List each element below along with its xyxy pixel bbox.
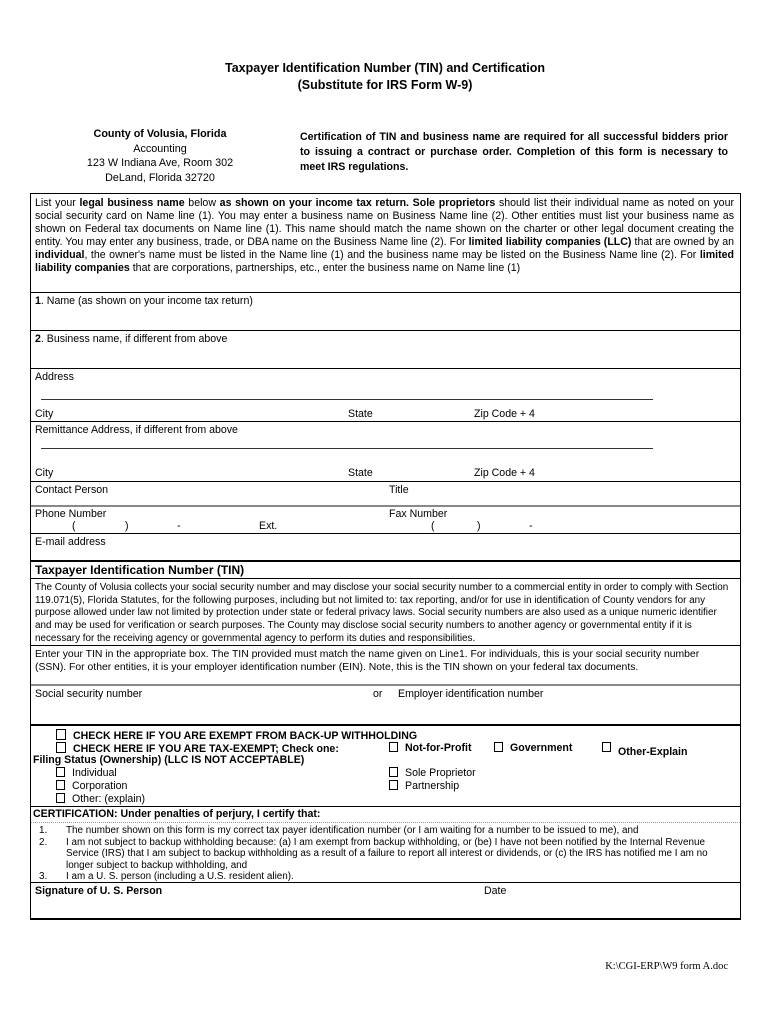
email-input-area[interactable] bbox=[131, 534, 731, 559]
address-row bbox=[31, 368, 740, 421]
certification-header: CERTIFICATION: Under penalties of perjury, I certify that: bbox=[31, 806, 740, 822]
business-name-label: 2. Business name, if different from above bbox=[35, 333, 228, 345]
ein-label: Employer identification number bbox=[398, 688, 544, 700]
agency-city: DeLand, Florida 32720 bbox=[105, 171, 215, 184]
certification-item: 1. The number shown on this form is my correct tax payer identification number (or I am waiting for a number to be issued to me), and bbox=[39, 825, 639, 836]
certification-item-number: 3. bbox=[39, 871, 48, 883]
page-title-line2: (Substitute for IRS Form W-9) bbox=[297, 78, 473, 92]
tin-disclosure: The County of Volusia collects your social security number and may disclose your social security number to a commercial entity in order to comply with Section 119.071(5), Florida Statutes, for the following purposes, including but not limited to: tax reporting, and/or for use in identification of County vendors for any purpose allowed under law not limited by protection under state or federal privacy laws. Social security numbers are also used as a unique numeric identifier and may be used for verification or search purposes. The County may disclose social security numbers to another agency or governmental entity if it is necessary for the receiving agency or governmental agency to perform its duties and responsibilities. bbox=[31, 578, 740, 645]
certification-item: 2. I am not subject to backup withholding because: (a) I am exempt from backup withholding, or (be) I have not been notified by the Internal Revenue Service (IRS) that I am subject to backup withholding as a result of a failure to report all interest or dividends, or (c) the IRS has notified me I am no longer subject to backup withholding, and bbox=[39, 836, 708, 871]
business-name-row bbox=[31, 330, 740, 368]
exempt-withholding-checkbox[interactable] bbox=[56, 729, 66, 740]
phone-paren-open: ( bbox=[72, 520, 76, 532]
ext-label: Ext. bbox=[259, 520, 278, 532]
ein-input-area[interactable] bbox=[398, 702, 698, 722]
corporation-option: Corporation bbox=[56, 780, 127, 792]
ssn-label: Social security number bbox=[35, 688, 143, 700]
signature-row bbox=[31, 882, 740, 920]
phone-label: Phone Number bbox=[35, 508, 107, 520]
date-label: Date bbox=[484, 885, 507, 897]
email-row bbox=[31, 533, 740, 560]
partnership-checkbox[interactable] bbox=[389, 780, 398, 790]
fax-paren-close: ) bbox=[477, 520, 481, 532]
remittance-label: Remittance Address, if different from above bbox=[35, 424, 238, 436]
fax-dash: - bbox=[529, 520, 533, 532]
tin-instructions: Enter your TIN in the appropriate box. The TIN provided must match the name given on Line1. For individuals, this is your social security number (SSN). For other entities, it is your employer identification number (EIN). Note, this is the TIN shown on your federal tax documents. bbox=[31, 645, 740, 684]
other-option: Other: (explain) bbox=[56, 793, 145, 805]
page-title bbox=[0, 60, 770, 94]
w9-form bbox=[30, 193, 741, 920]
contact-label: Contact Person bbox=[35, 484, 109, 496]
not-for-profit-option: Not-for-Profit bbox=[389, 742, 472, 754]
remittance-city-label: City bbox=[35, 467, 54, 479]
address-input-line[interactable] bbox=[41, 399, 653, 400]
name-label: 1. Name (as shown on your income tax return) bbox=[35, 295, 253, 307]
agency-name: County of Volusia, Florida bbox=[93, 128, 227, 140]
phone-dash: - bbox=[177, 520, 181, 532]
phone-paren-close: ) bbox=[125, 520, 129, 532]
city-label: City bbox=[35, 408, 54, 420]
government-option: Government bbox=[494, 742, 572, 754]
agency-address: 123 W Indiana Ave, Room 302 bbox=[86, 157, 234, 170]
remittance-input-line[interactable] bbox=[41, 448, 653, 449]
name-input-area[interactable] bbox=[31, 309, 740, 329]
document-path: K:\CGI-ERP\W9 form A.doc bbox=[605, 961, 728, 972]
phone-fax-row bbox=[31, 505, 740, 533]
name-number: 1 bbox=[35, 295, 41, 307]
ssn-input-area[interactable] bbox=[35, 702, 335, 722]
tax-exempt-line: CHECK HERE IF YOU ARE TAX-EXEMPT; Check one: bbox=[56, 742, 339, 755]
page-title-line1: Taxpayer Identification Number (TIN) and Certification bbox=[225, 61, 545, 75]
exempt-withholding-line: CHECK HERE IF YOU ARE EXEMPT FROM BACK-UP WITHHOLDING bbox=[56, 729, 417, 742]
other-checkbox[interactable] bbox=[56, 793, 65, 803]
title-label: Title bbox=[389, 484, 409, 496]
address-label: Address bbox=[35, 371, 74, 383]
state-label: State bbox=[348, 408, 373, 420]
sole-proprietor-checkbox[interactable] bbox=[389, 767, 398, 777]
individual-checkbox[interactable] bbox=[56, 767, 65, 777]
email-label: E-mail address bbox=[35, 536, 106, 548]
business-name-number: 2 bbox=[35, 333, 41, 345]
partnership-option: Partnership bbox=[389, 780, 459, 792]
corporation-checkbox[interactable] bbox=[56, 780, 65, 790]
certification-notice: Certification of TIN and business name are required for all successful bidders prior to issuing a contract or purchase order. Completion of this form is necessary to meet IRS regulations. bbox=[300, 131, 728, 173]
certification-item-number: 2. bbox=[39, 836, 48, 848]
remittance-state-label: State bbox=[348, 467, 373, 479]
signature-label: Signature of U. S. Person bbox=[35, 885, 163, 897]
sole-proprietor-option: Sole Proprietor bbox=[389, 767, 476, 779]
contact-row bbox=[31, 481, 740, 505]
certification-item-number: 1. bbox=[39, 825, 48, 836]
remittance-row bbox=[31, 421, 740, 481]
name-row bbox=[31, 292, 740, 330]
individual-option: Individual bbox=[56, 767, 117, 779]
not-for-profit-checkbox[interactable] bbox=[389, 742, 398, 752]
or-label: or bbox=[373, 688, 383, 700]
fax-paren-open: ( bbox=[431, 520, 435, 532]
business-name-input-area[interactable] bbox=[31, 347, 740, 367]
other-explain-option: Other-Explain bbox=[602, 742, 687, 758]
tax-exempt-checkbox[interactable] bbox=[56, 742, 66, 753]
agency-dept: Accounting bbox=[133, 142, 187, 155]
certification-item: 3. I am a U. S. person (including a U.S. resident alien). bbox=[39, 871, 294, 883]
ssn-ein-row bbox=[31, 684, 740, 724]
agency-block bbox=[55, 127, 265, 185]
fax-label: Fax Number bbox=[389, 508, 448, 520]
withholding-section bbox=[31, 724, 740, 806]
remittance-zip-label: Zip Code + 4 bbox=[474, 467, 535, 479]
signature-input-area[interactable] bbox=[35, 899, 475, 919]
tin-section-header: Taxpayer Identification Number (TIN) bbox=[31, 560, 740, 578]
intro-paragraph: List your legal business name below as shown on your income tax return. Sole proprietors should list their individual name as noted on your social security card on Name line (1). You may enter a business name on Business Name line (2). Other entities must list your business name as shown on Federal tax documents on Name line (1). This name should match the name shown on the charter or other legal document creating the entity. You may enter any business, trade, or DBA name on the Business Name line (2). For limited liability companies (LLC) that are owned by an individual, the owner's name must be listed in the Name line (1) and the business name may be listed on the Business Name line (2). For limited liability companies that are corporations, partnerships, etc., enter the business name on Name line (1) bbox=[35, 197, 734, 275]
other-explain-checkbox[interactable] bbox=[602, 742, 611, 752]
filing-status-header: Filing Status (Ownership) (LLC IS NOT ACCEPTABLE) bbox=[33, 754, 305, 766]
certification-list bbox=[31, 822, 740, 882]
date-input-area[interactable] bbox=[484, 899, 724, 919]
zip-label: Zip Code + 4 bbox=[474, 408, 535, 420]
government-checkbox[interactable] bbox=[494, 742, 503, 752]
